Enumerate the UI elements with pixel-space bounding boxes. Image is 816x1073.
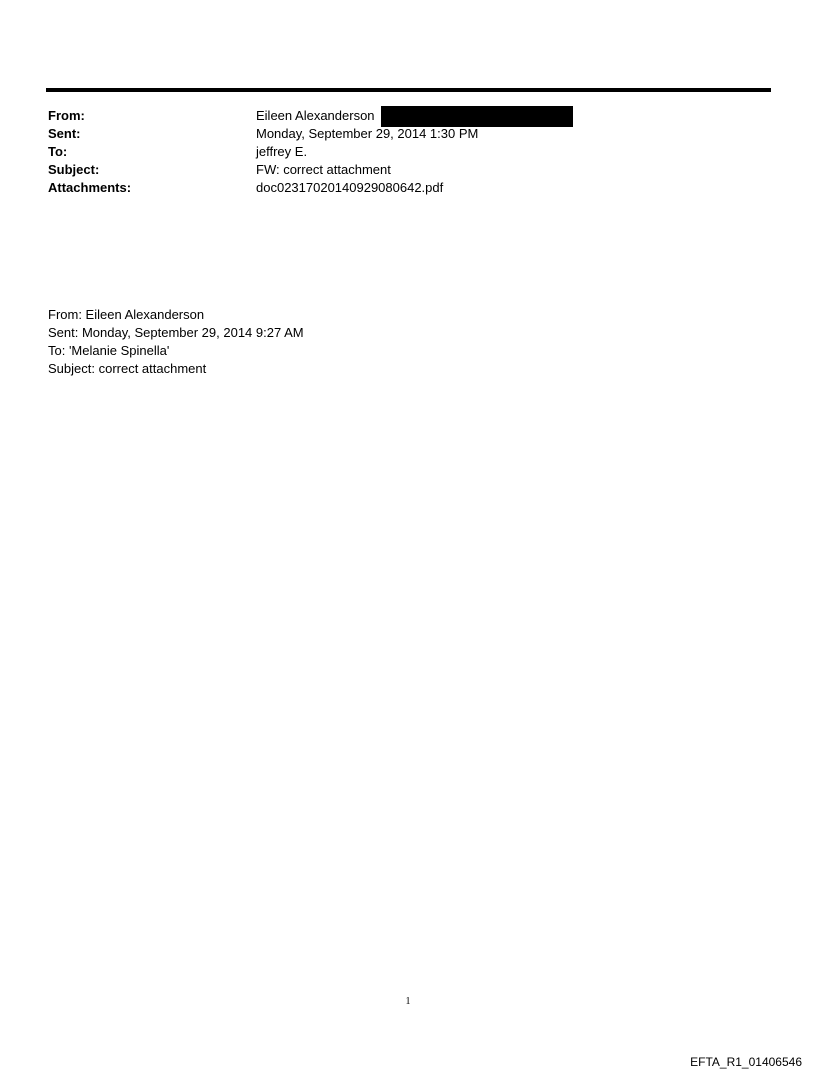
to-row [48,143,748,161]
sent-row [48,125,748,143]
page-number: 1 [405,996,411,1007]
attachment-filename: doc02317020140929080642.pdf [256,180,444,195]
attachments-label: Attachments: [48,180,132,195]
attachments-row [48,179,748,197]
subject-label: Subject: [48,162,100,177]
to-value: jeffrey E. [256,144,308,159]
document-id: EFTA_R1_01406546 [690,1055,802,1069]
redaction-block [381,106,573,127]
sent-value: Monday, September 29, 2014 1:30 PM [256,126,479,141]
from-label: From: [48,108,85,123]
from-row [48,107,748,125]
from-value-group [256,106,573,127]
forwarded-to-line: To: 'Melanie Spinella' [48,343,170,358]
sent-label: Sent: [48,126,81,141]
forwarded-message-header [48,306,548,378]
subject-value: FW: correct attachment [256,162,391,177]
to-label: To: [48,144,68,159]
from-value: Eileen Alexanderson [256,108,375,123]
forwarded-subject-line: Subject: correct attachment [48,361,207,376]
forwarded-sent-line: Sent: Monday, September 29, 2014 9:27 AM [48,325,304,340]
header-divider [46,88,771,92]
forwarded-from-line: From: Eileen Alexanderson [48,307,205,322]
subject-row [48,161,748,179]
email-header [48,107,748,197]
